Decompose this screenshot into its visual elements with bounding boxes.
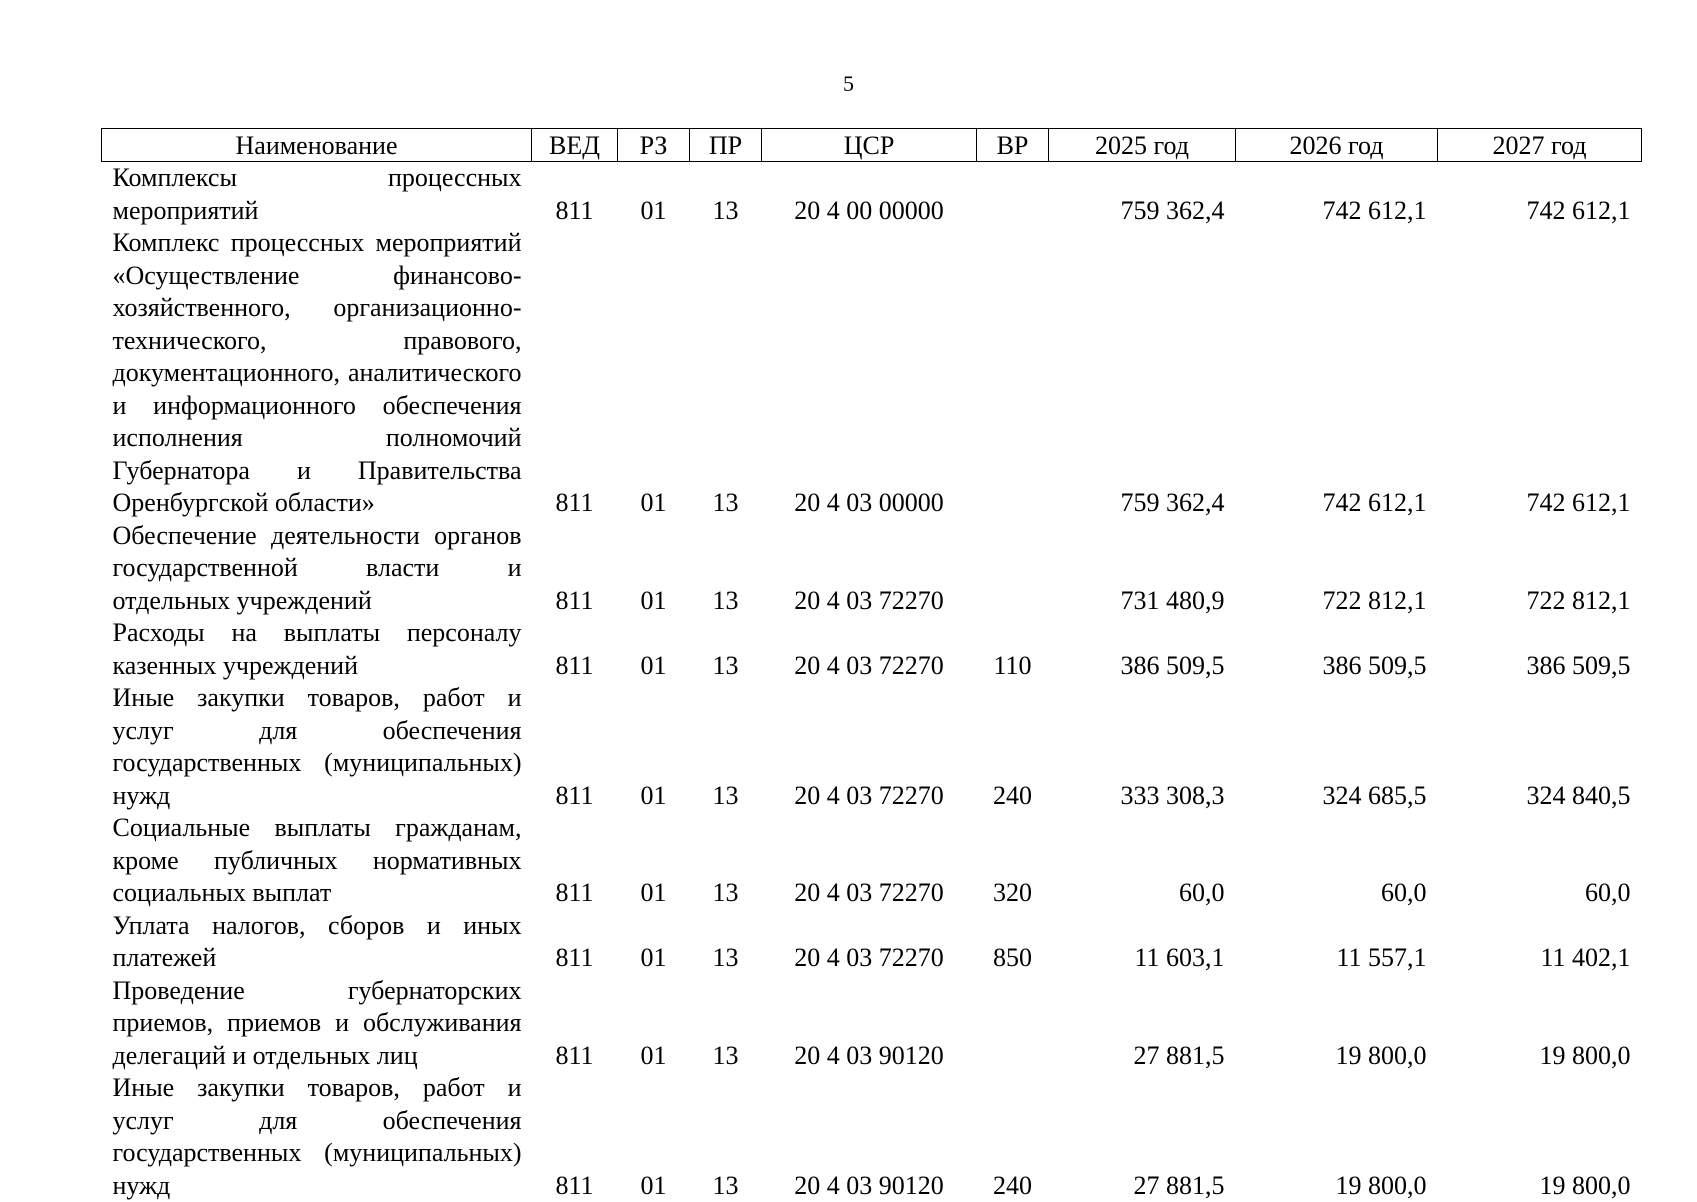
row-csr: 20 4 03 72270 <box>762 812 977 910</box>
row-name: Иные закупки товаров, работ и услуг для обеспечения государственных (муниципальных) нужд <box>102 1072 532 1202</box>
row-name: Социальные выплаты гражданам, кроме публичных нормативных социальных выплат <box>102 812 532 910</box>
row-vr <box>977 520 1049 618</box>
row-ved: 811 <box>532 162 618 228</box>
row-vr <box>977 227 1049 520</box>
row-2026: 324 685,5 <box>1236 682 1438 812</box>
row-2027: 60,0 <box>1438 812 1642 910</box>
row-pr: 13 <box>690 910 762 975</box>
row-rz: 01 <box>618 617 690 682</box>
header-2026: 2026 год <box>1236 129 1438 162</box>
row-2027: 742 612,1 <box>1438 162 1642 228</box>
row-csr: 20 4 00 00000 <box>762 162 977 228</box>
row-ved: 811 <box>532 520 618 618</box>
row-rz: 01 <box>618 975 690 1073</box>
table-row <box>102 682 1642 812</box>
row-ved: 811 <box>532 617 618 682</box>
header-name: Наименование <box>102 129 532 162</box>
row-rz: 01 <box>618 910 690 975</box>
row-pr: 13 <box>690 812 762 910</box>
row-2025: 27 881,5 <box>1049 1072 1236 1202</box>
table-row <box>102 910 1642 975</box>
row-2026: 19 800,0 <box>1236 975 1438 1073</box>
row-2027: 19 800,0 <box>1438 1072 1642 1202</box>
table-row <box>102 975 1642 1073</box>
row-ved: 811 <box>532 227 618 520</box>
row-2025: 731 480,9 <box>1049 520 1236 618</box>
row-vr: 320 <box>977 812 1049 910</box>
row-name: Комплекс процессных мероприятий «Осуществление финансово-хозяйственного, организационно-технического, правового, документационного, аналитического и информационного обеспечения исполнения полномочий Губернатора и Правительства Оренбургской области» <box>102 227 532 520</box>
header-rz: РЗ <box>618 129 690 162</box>
row-name: Иные закупки товаров, работ и услуг для обеспечения государственных (муниципальных) нужд <box>102 682 532 812</box>
row-name: Проведение губернаторских приемов, приемов и обслуживания делегаций и отдельных лиц <box>102 975 532 1073</box>
row-2026: 742 612,1 <box>1236 162 1438 228</box>
row-2027: 742 612,1 <box>1438 227 1642 520</box>
table-row <box>102 162 1642 228</box>
row-2027: 19 800,0 <box>1438 975 1642 1073</box>
row-2026: 386 509,5 <box>1236 617 1438 682</box>
row-vr: 850 <box>977 910 1049 975</box>
header-2027: 2027 год <box>1438 129 1642 162</box>
row-2025: 759 362,4 <box>1049 227 1236 520</box>
row-rz: 01 <box>618 1072 690 1202</box>
row-2027: 11 402,1 <box>1438 910 1642 975</box>
row-csr: 20 4 03 90120 <box>762 1072 977 1202</box>
table-row <box>102 520 1642 618</box>
row-rz: 01 <box>618 162 690 228</box>
row-2025: 333 308,3 <box>1049 682 1236 812</box>
header-row <box>102 129 1642 162</box>
row-vr: 110 <box>977 617 1049 682</box>
row-pr: 13 <box>690 520 762 618</box>
row-pr: 13 <box>690 227 762 520</box>
header-csr: ЦСР <box>762 129 977 162</box>
row-2026: 742 612,1 <box>1236 227 1438 520</box>
header-2025: 2025 год <box>1049 129 1236 162</box>
table-body <box>102 162 1642 1202</box>
row-pr: 13 <box>690 617 762 682</box>
row-2027: 324 840,5 <box>1438 682 1642 812</box>
row-pr: 13 <box>690 682 762 812</box>
row-2025: 386 509,5 <box>1049 617 1236 682</box>
row-csr: 20 4 03 72270 <box>762 617 977 682</box>
page-number: 5 <box>0 72 1697 96</box>
row-2027: 386 509,5 <box>1438 617 1642 682</box>
table-row <box>102 227 1642 520</box>
row-2026: 19 800,0 <box>1236 1072 1438 1202</box>
table-row <box>102 617 1642 682</box>
row-csr: 20 4 03 72270 <box>762 910 977 975</box>
row-csr: 20 4 03 72270 <box>762 682 977 812</box>
header-ved: ВЕД <box>532 129 618 162</box>
row-name: Расходы на выплаты персоналу казенных учреждений <box>102 617 532 682</box>
row-ved: 811 <box>532 1072 618 1202</box>
table-header <box>102 129 1642 162</box>
row-2025: 60,0 <box>1049 812 1236 910</box>
row-rz: 01 <box>618 682 690 812</box>
row-vr <box>977 162 1049 228</box>
row-2026: 60,0 <box>1236 812 1438 910</box>
header-vr: ВР <box>977 129 1049 162</box>
row-2026: 722 812,1 <box>1236 520 1438 618</box>
row-2025: 27 881,5 <box>1049 975 1236 1073</box>
row-2025: 11 603,1 <box>1049 910 1236 975</box>
budget-table <box>101 128 1642 1202</box>
row-ved: 811 <box>532 975 618 1073</box>
row-rz: 01 <box>618 812 690 910</box>
row-csr: 20 4 03 00000 <box>762 227 977 520</box>
row-ved: 811 <box>532 682 618 812</box>
row-ved: 811 <box>532 910 618 975</box>
row-pr: 13 <box>690 162 762 228</box>
row-csr: 20 4 03 72270 <box>762 520 977 618</box>
row-pr: 13 <box>690 1072 762 1202</box>
row-pr: 13 <box>690 975 762 1073</box>
row-2027: 722 812,1 <box>1438 520 1642 618</box>
row-vr <box>977 975 1049 1073</box>
table-row <box>102 812 1642 910</box>
row-vr: 240 <box>977 682 1049 812</box>
row-name: Комплексы процессных мероприятий <box>102 162 532 228</box>
table-row <box>102 1072 1642 1202</box>
row-2025: 759 362,4 <box>1049 162 1236 228</box>
row-name: Обеспечение деятельности органов государственной власти и отдельных учреждений <box>102 520 532 618</box>
row-ved: 811 <box>532 812 618 910</box>
row-csr: 20 4 03 90120 <box>762 975 977 1073</box>
row-2026: 11 557,1 <box>1236 910 1438 975</box>
row-name: Уплата налогов, сборов и иных платежей <box>102 910 532 975</box>
row-rz: 01 <box>618 520 690 618</box>
row-vr: 240 <box>977 1072 1049 1202</box>
row-rz: 01 <box>618 227 690 520</box>
header-pr: ПР <box>690 129 762 162</box>
